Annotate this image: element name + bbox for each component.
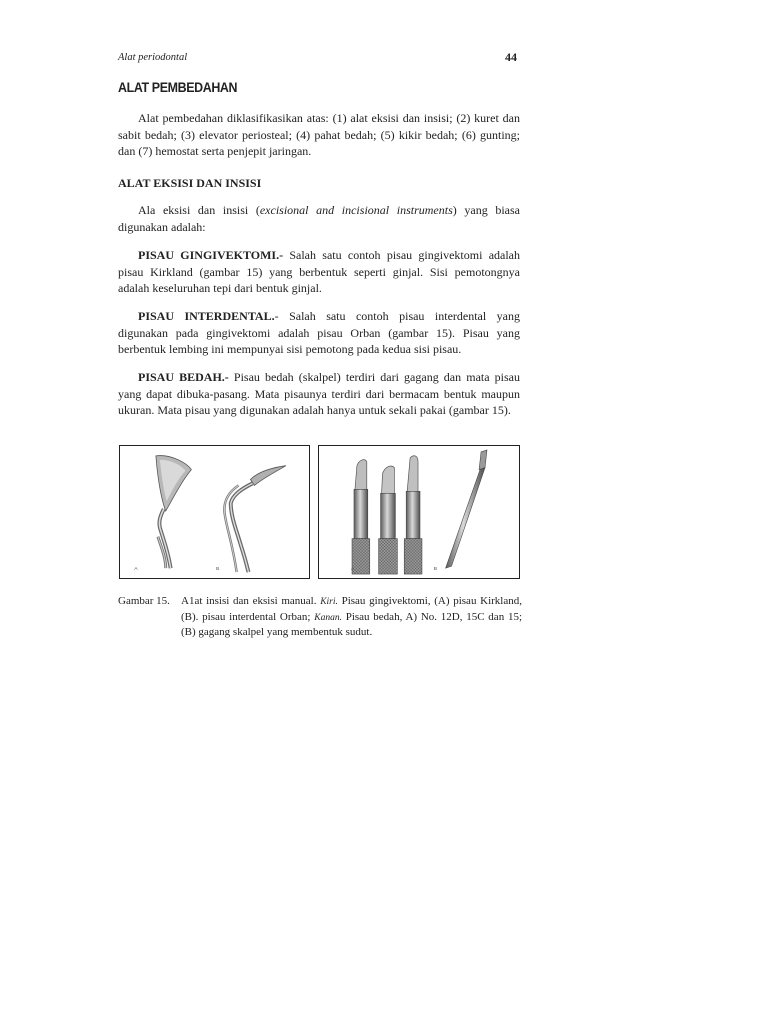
orban-blade <box>250 466 285 486</box>
caption-number: Gambar 15. <box>118 595 170 607</box>
term-bedah: PISAU BEDAH.- <box>138 370 229 384</box>
eksisi-after: ) yang biasa digunakan adalah: <box>118 203 520 234</box>
bedah-text: Pisau bedah (skalpel) terdiri dari gagang dan mata pisau yang dapat dibuka-pasang. Mata pisaunya terdiri dari bermacam bentuk maupun ukuran. Mata pisau yang digunakan adalah hanya untuk sekali pakai (gambar 15). <box>118 370 520 417</box>
figure-left-label-a: A <box>134 567 138 573</box>
term-gingivektomi: PISAU GINGIVEKTOMI.- <box>138 248 284 262</box>
scalpels-illustration <box>319 446 519 578</box>
caption-body <box>181 594 522 640</box>
figure-right-scalpels <box>318 445 520 579</box>
caption-part1: A1at insisi dan eksisi manual. <box>181 595 321 607</box>
gingivektomi-text: Salah satu contoh pisau gingivektomi adalah pisau Kirkland (gambar 15) yang berbentuk seperti ginjal. Sisi pemotongnya adalah keseluruhan tepi dari bentuk ginjal. <box>118 248 521 295</box>
subheading: ALAT EKSISI DAN INSISI <box>118 176 262 190</box>
paragraph-interdental <box>118 308 520 358</box>
eksisi-before: Ala eksisi dan insisi ( <box>138 203 260 217</box>
paragraph-eksisi <box>118 202 520 235</box>
figure-caption <box>118 594 522 640</box>
caption-kanan: Kanan. <box>314 612 342 623</box>
figure-right-label-a: A <box>351 567 355 573</box>
figure-left-label-b: B <box>215 567 220 573</box>
figure-left-gingivectomy-knives <box>119 445 310 579</box>
gingivectomy-knives-illustration <box>120 446 309 578</box>
running-head: Alat periodontal <box>118 52 188 63</box>
intro-text: Alat pembedahan diklasifikasikan atas: (1) alat eksisi dan insisi; (2) kuret dan sabit bedah; (3) elevator periosteal; (4) pahat bedah; (5) kikir bedah; (6) gunting; dan (7) hemostat serta penjepit jaringan. <box>118 111 520 158</box>
paragraph-bedah <box>118 369 520 419</box>
figure-right-label-b: B <box>433 567 438 573</box>
scalpel-12d <box>352 460 370 574</box>
section-title: ALAT PEMBEDAHAN <box>118 80 238 95</box>
interdental-text: - Salah satu contoh pisau interdental yang digunakan pada gingivektomi adalah pisau Orban (gambar 15). Pisau yang berbentuk lembing ini mempunyai sisi pemotong pada kedua sisi pisau. <box>118 309 520 356</box>
angled-scalpel-handle <box>446 450 487 568</box>
term-interdental: PISAU INTERDENTAL. <box>138 309 275 323</box>
eksisi-italic: excisional and incisional instruments <box>259 203 453 217</box>
caption-part2: Pisau gingivektomi, (A) pisau Kirkland, (B). pisau interdental Orban; <box>181 595 522 623</box>
page-number: 44 <box>505 50 517 64</box>
scalpel-15c <box>379 466 398 574</box>
caption-part3: Pisau bedah, A) No. 12D, 15C dan 15; (B) gagang skalpel yang membentuk sudut. <box>181 610 522 638</box>
paragraph-gingivektomi <box>118 247 520 297</box>
caption-kiri: Kiri. <box>320 597 338 607</box>
scalpel-15 <box>404 456 422 574</box>
intro-paragraph <box>118 110 520 160</box>
